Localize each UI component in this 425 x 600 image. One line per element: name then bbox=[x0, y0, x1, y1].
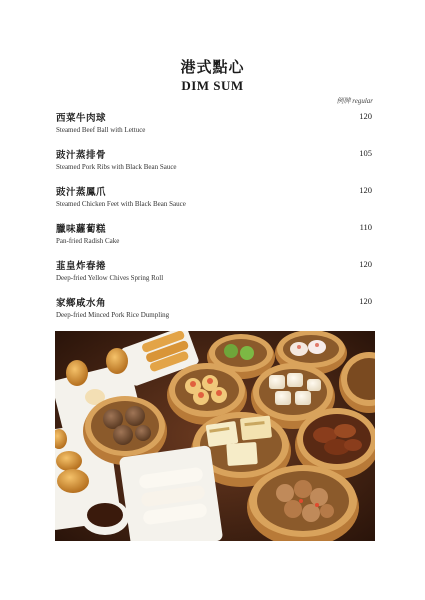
menu-item-price: 120 bbox=[359, 296, 372, 306]
menu-item-name-en: Steamed Beef Ball with Lettuce bbox=[56, 126, 146, 134]
dim-sum-menu-list bbox=[56, 110, 374, 332]
menu-item-name-en: Deep-fried Yellow Chives Spring Roll bbox=[56, 274, 164, 282]
menu-item-name-zh: 豉汁蒸排骨 bbox=[56, 151, 107, 161]
menu-item-name-zh: 豉汁蒸鳳爪 bbox=[56, 188, 107, 198]
menu-item-name-zh: 西菜牛肉球 bbox=[56, 114, 107, 124]
menu-item-name-zh: 臘味蘿蔔糕 bbox=[56, 225, 107, 235]
menu-item bbox=[56, 184, 374, 221]
menu-item-price: 120 bbox=[359, 185, 372, 195]
menu-item-name-en: Steamed Chicken Feet with Black Bean Sauce bbox=[56, 200, 186, 208]
menu-item-name-en: Steamed Pork Ribs with Black Bean Sauce bbox=[56, 163, 177, 171]
price-column-header: 例牌 regular bbox=[336, 97, 373, 105]
menu-item bbox=[56, 258, 374, 295]
menu-item bbox=[56, 221, 374, 258]
menu-item bbox=[56, 295, 374, 332]
menu-item-name-en: Deep-fried Minced Pork Rice Dumpling bbox=[56, 311, 170, 319]
menu-item-name-en: Pan-fried Radish Cake bbox=[56, 237, 120, 245]
menu-item bbox=[56, 110, 374, 147]
menu-item-price: 110 bbox=[359, 222, 372, 232]
dim-sum-illustration bbox=[55, 331, 375, 541]
menu-item-name-zh: 家鄉咸水角 bbox=[56, 299, 107, 309]
menu-item-price: 120 bbox=[359, 259, 372, 269]
page-title-chinese: 港式點心 bbox=[180, 60, 245, 76]
dim-sum-photo bbox=[55, 331, 375, 541]
menu-item-price: 105 bbox=[359, 148, 372, 158]
menu-item bbox=[56, 147, 374, 184]
page-title-english: DIM SUM bbox=[181, 78, 244, 93]
menu-item-name-zh: 韮皇炸春捲 bbox=[56, 262, 107, 272]
menu-item-price: 120 bbox=[359, 111, 372, 121]
